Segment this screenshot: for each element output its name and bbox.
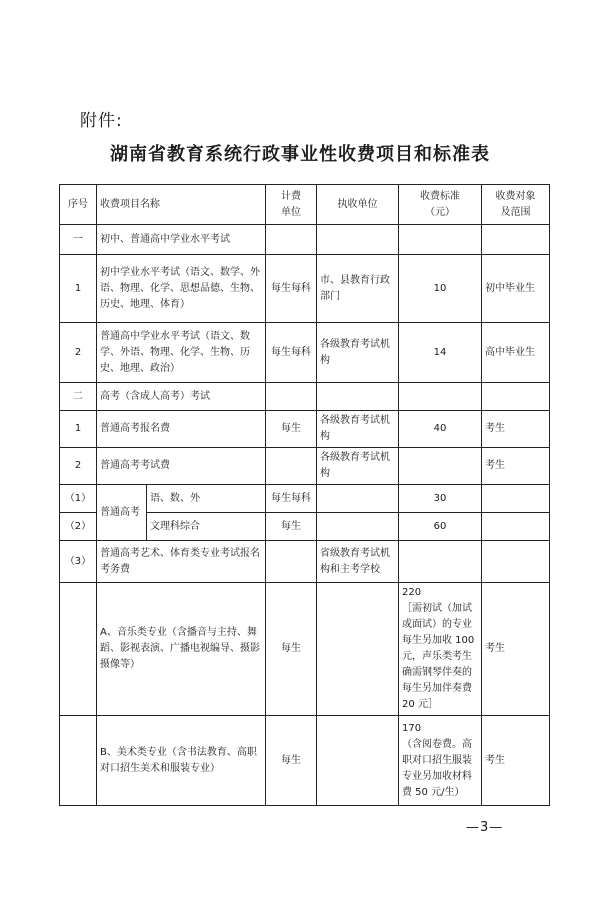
row-scope xyxy=(482,513,550,541)
row-collector: 各级教育考试机构 xyxy=(317,411,399,448)
row-collector: 各级教育考试机构 xyxy=(317,448,399,485)
header-no: 序号 xyxy=(60,185,97,225)
row-item: A、音乐类专业（含播音与主持、舞蹈、影视表演、广播电视编导、摄影摄像等） xyxy=(97,583,266,716)
row-item: B、美术类专业（含书法教育、高职对口招生美术和服装专业） xyxy=(97,716,266,806)
row-scope: 高中毕业生 xyxy=(482,323,550,383)
row-scope xyxy=(482,485,550,513)
table-row xyxy=(60,383,550,411)
row-standard xyxy=(399,541,482,583)
row-item: 普通高考艺术、体育类专业考试报名考务费 xyxy=(97,541,266,583)
row-no: 一 xyxy=(60,225,97,255)
row-item: 高考（含成人高考）考试 xyxy=(97,383,266,411)
row-scope: 考生 xyxy=(482,448,550,485)
table-row xyxy=(60,448,550,485)
row-no: （2） xyxy=(60,513,97,541)
row-item: 初中学业水平考试（语文、数学、外语、物理、化学、思想品德、生物、历史、地理、体育） xyxy=(97,255,266,323)
table-row xyxy=(60,411,550,448)
row-unit: 每生 xyxy=(266,583,317,716)
row-scope xyxy=(482,225,550,255)
row-unit: 每生 xyxy=(266,716,317,806)
row-collector xyxy=(317,513,399,541)
row-no: （3） xyxy=(60,541,97,583)
row-scope: 考生 xyxy=(482,716,550,806)
row-standard: 14 xyxy=(399,323,482,383)
row-standard: 170 （含阅卷费。高职对口招生服装专业另加收材料费 50 元/生） xyxy=(399,716,482,806)
row-standard xyxy=(399,448,482,485)
row-no: 1 xyxy=(60,255,97,323)
header-scope: 收费对象 及范围 xyxy=(482,185,550,225)
table-row xyxy=(60,716,550,806)
row-item: 普通高中学业水平考试（语文、数学、外语、物理、化学、生物、历史、地理、政治） xyxy=(97,323,266,383)
table-row xyxy=(60,323,550,383)
row-no: （1） xyxy=(60,485,97,513)
row-collector: 各级教育考试机构 xyxy=(317,323,399,383)
table-row xyxy=(60,541,550,583)
header-collector: 执收单位 xyxy=(317,185,399,225)
row-item: 初中、普通高中学业水平考试 xyxy=(97,225,266,255)
row-unit xyxy=(266,448,317,485)
row-no xyxy=(60,716,97,806)
row-standard xyxy=(399,225,482,255)
row-item: 普通高考考试费 xyxy=(97,448,266,485)
row-standard xyxy=(399,383,482,411)
header-item: 收费项目名称 xyxy=(97,185,266,225)
table-header-row xyxy=(60,185,550,225)
row-no: 1 xyxy=(60,411,97,448)
row-unit: 每生 xyxy=(266,513,317,541)
table-row xyxy=(60,225,550,255)
row-standard: 220 ［需初试（加试或面试）的专业每生另加收 100 元，声乐类考生确需钢琴伴奏的每生另加伴奏费 20 元］ xyxy=(399,583,482,716)
row-collector xyxy=(317,383,399,411)
table-row xyxy=(60,583,550,716)
table-row xyxy=(60,485,550,513)
document-title: 湖南省教育系统行政事业性收费项目和标准表 xyxy=(110,144,490,165)
row-collector: 市、县教育行政部门 xyxy=(317,255,399,323)
row-scope: 考生 xyxy=(482,411,550,448)
row-collector xyxy=(317,225,399,255)
row-scope xyxy=(482,541,550,583)
page-number: —3— xyxy=(466,820,504,835)
row-unit xyxy=(266,541,317,583)
row-standard: 40 xyxy=(399,411,482,448)
attachment-label: 附件: xyxy=(80,111,123,131)
row-unit: 每生 xyxy=(266,411,317,448)
row-no: 2 xyxy=(60,323,97,383)
row-collector xyxy=(317,583,399,716)
row-scope xyxy=(482,383,550,411)
row-subitem: 文理科综合 xyxy=(147,513,266,541)
row-no: 2 xyxy=(60,448,97,485)
row-standard: 30 xyxy=(399,485,482,513)
row-no: 二 xyxy=(60,383,97,411)
row-collector xyxy=(317,485,399,513)
header-unit: 计费 单位 xyxy=(266,185,317,225)
row-unit: 每生每科 xyxy=(266,485,317,513)
row-standard: 10 xyxy=(399,255,482,323)
row-standard: 60 xyxy=(399,513,482,541)
row-no xyxy=(60,583,97,716)
table-row xyxy=(60,255,550,323)
row-scope: 初中毕业生 xyxy=(482,255,550,323)
row-unit xyxy=(266,225,317,255)
fee-table xyxy=(59,184,550,806)
row-unit: 每生每科 xyxy=(266,323,317,383)
row-subitem: 语、数、外 xyxy=(147,485,266,513)
row-collector xyxy=(317,716,399,806)
row-scope: 考生 xyxy=(482,583,550,716)
row-unit: 每生每科 xyxy=(266,255,317,323)
header-standard: 收费标准 （元） xyxy=(399,185,482,225)
row-collector: 省级教育考试机构和主考学校 xyxy=(317,541,399,583)
row-unit xyxy=(266,383,317,411)
row-item: 普通高考报名费 xyxy=(97,411,266,448)
row-group: 普通高考 xyxy=(97,485,147,541)
